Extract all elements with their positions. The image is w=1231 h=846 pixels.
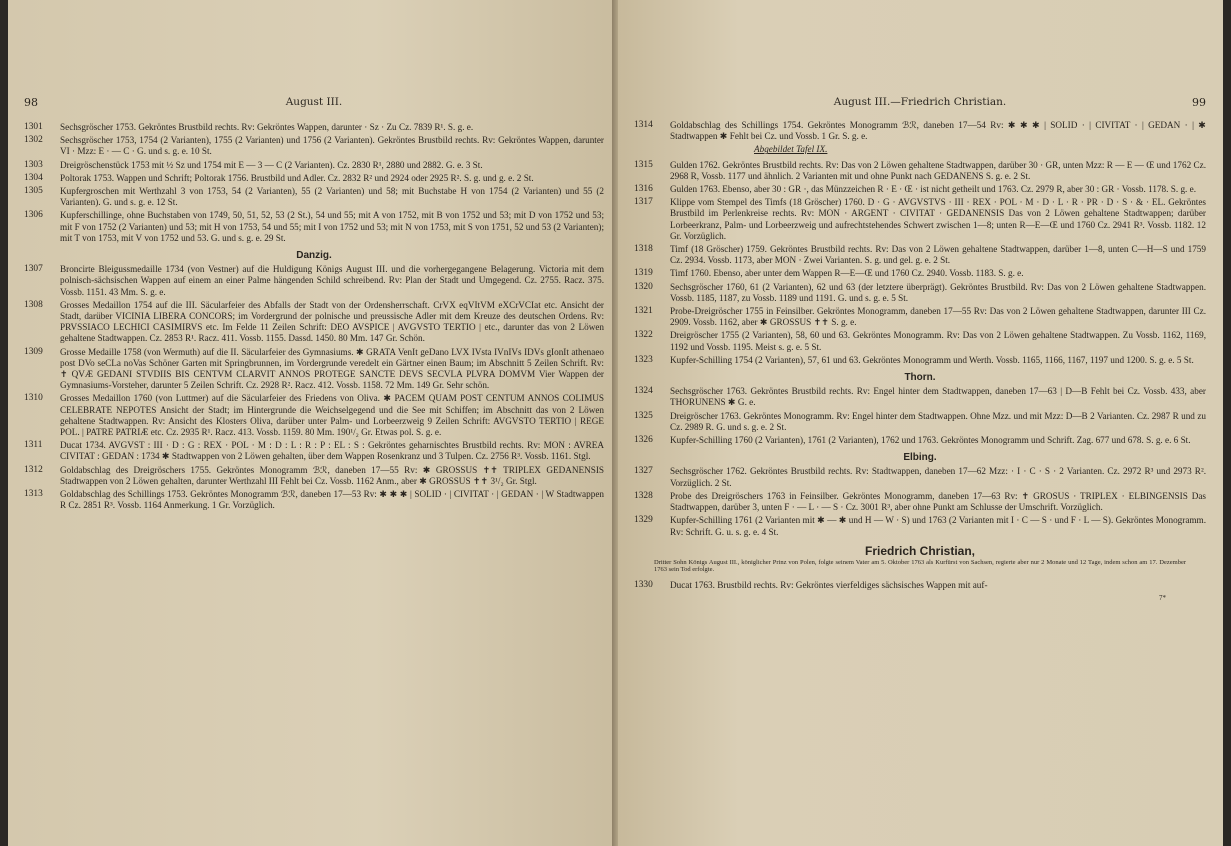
lot-number: 1328 [634,490,653,501]
lot-entry [24,465,604,487]
lot-description: Sechsgröscher 1753, 1754 (2 Varianten), 1755 (2 Varianten) und 1756 (2 Varianten). Gekröntes Brustbild rechts. Rv: Gekröntes Wappen, darunter VI · Mzz: E · — C · G. und s. g. e. 10 St. [60,135,604,157]
lot-number: 1314 [634,120,653,130]
lot-entry [634,355,1206,366]
lot-entry [24,122,604,133]
ruler-note: Dritter Sohn Königs August III., königlicher Prinz von Polen, folgte seinem Vater am 5. Oktober 1763 als Kurfürst von Sachsen, regierte aber nur 2 Monate und 12 Tage, indem schon am 17. Dezember 1763 sein Tod erfolgte. [654,558,1186,574]
lot-description: Dreigröschenstück 1753 mit ½ Sz und 1754 mit E — 3 — C (2 Varianten). Cz. 2830 R¹, 2880 und 2882. G. e. 3 St. [60,159,483,170]
lot-number: 1310 [24,393,43,404]
lot-number: 1313 [24,489,43,500]
lot-description: Timf (18 Gröscher) 1759. Gekröntes Brustbild rechts. Rv: Das von 2 Löwen gehaltene Stadtwappen, darüber 1—8, unten C—H—S und 1759 Cz. 2934. Vossb. 1173, aber MON · Zwei Varianten. S. g. und gel. g. e. 2 St. [670,244,1206,266]
lot-description: Timf 1760. Ebenso, aber unter dem Wappen R—E—Œ und 1760 Cz. 2940. Vossb. 1183. S. g. e. [670,268,1024,279]
lot-entry [24,160,604,171]
left-page [8,0,618,846]
running-head: August III. [285,96,343,108]
lot-number: 1329 [634,515,653,526]
lot-number: 1330 [634,579,653,590]
lot-description: Sechsgröscher 1760, 61 (2 Varianten), 62 und 63 (der letztere überprägt). Gekröntes Brustbild. Rv: Das von 2 Löwen gehaltene Stadtwappen. Vossb. 1185, 1187, zu Vossb. 1189 und 1191. G. und s. g. e. 5 St. [670,281,1206,303]
lot-entry [634,244,1206,266]
lot-description: Goldabschlag des Dreigröschers 1755. Gekröntes Monogramm ℬℛ, daneben 17—55 Rv: ✱ GROSSUS ✝✝ TRIPLEX GEDANENSIS Stadtwappen von 2 Löwen gehalten, darunter Werthzahl III Fehlt bei Cz. Vossb. 1162 Anm., aber ✱ GROSSUS ✝✝ 3¹/₂ Gr. Stgl. [60,464,604,486]
right-page [618,0,1223,846]
lot-number: 1308 [24,299,43,310]
signature-mark: 7* [1159,594,1166,603]
lot-description: Sechsgröscher 1753. Gekröntes Brustbild rechts. Rv: Gekröntes Wappen, darunter · Sz · Zu Cz. 7839 R¹. S. g. e. [60,122,474,132]
lot-entry [634,306,1206,328]
lot-description: Gulden 1762. Gekröntes Brustbild rechts. Rv: Das von 2 Löwen gehaltene Stadtwappen, darüber 30 · GR, unten Mzz: R — E — Œ und 1762 Cz. 2968 R, Vossb. 1177 und ähnlich. 2 Varianten mit und ohne Punkt nach GEDANENS S. g. e. 2 St. [670,159,1206,181]
lot-number: 1327 [634,466,653,477]
lot-description: Goldabschlag des Schillings 1753. Gekröntes Monogramm ℬℛ, daneben 17—53 Rv: ✱ ✱ ✱ | SOLID · | CIVITAT · | GEDAN · | W Stadtwappen R Cz. 2851 R³. Vossb. 1164 Anmerkung. 1 Gr. Vorzüglich. [60,489,604,511]
lot-entry [24,300,604,345]
lot-description: Broncirte Bleigussmedaille 1734 (von Vestner) auf die Huldigung Königs August III. und die vorhergegangene Belagerung. Victoria mit dem polnisch-sächsischen Wappen auf einem an einer Palme hängenden Schild schreibend. Rv: Plan der Stadt und Umgegend. Cz. 2755. Racz. 375. Vossb. 1151. 43 Mm. S. g. e. [60,264,604,297]
plate-caption: Abgebildet Tafel IX. [754,144,828,155]
lot-description: Klippe vom Stempel des Timfs (18 Gröscher) 1760. D · G · AVGVSTVS · III · REX · POL · M · D · L · R · PR · D · S · & · EL. Gekröntes Brustbild im Perlenkreise rechts. Rv: MON · ARGENT · CIVITAT · GEDANENSIS Das von 2 Löwen gehaltene Stadtwappen; darüber Lorbeerkranz, Palm- und Lorbeerzweig und aufrechtstehendes Schwert zwischen 1—8; unten R—E—Œ und 1760 Cz. 2941 R³. Vossb. 1182. 12 Gr. Vorzüglich. [670,197,1206,241]
left-header [24,96,604,109]
lot-number: 1319 [634,268,653,279]
lot-number: 1302 [24,135,43,146]
lot-entry [634,120,1206,142]
page-number: 99 [1192,96,1206,109]
lot-entry [634,466,1206,488]
lot-description: Kupfergroschen mit Werthzahl 3 von 1753, 54 (2 Varianten), 55 (2 Varianten) und 58; mit Buchstabe H von 1754 (2 Varianten) und 55 (2 Varianten). G. und s. g. e. 12 St. [60,186,604,208]
lot-number: 1324 [634,386,653,397]
lot-entry [24,186,604,208]
city-heading: Thorn. [904,372,936,384]
lot-number: 1304 [24,172,43,183]
right-entries [634,120,1206,604]
lot-number: 1316 [634,184,653,195]
lot-entry [24,135,604,157]
lot-number: 1322 [634,330,653,341]
lot-description: Sechsgröscher 1763. Gekröntes Brustbild rechts. Rv: Engel hinter dem Stadtwappen, daneben 17—63 | D—B Fehlt bei Cz. Vossb. 433, aber THORUNENS ✱ G. e. [670,386,1206,408]
lot-entry [24,173,604,184]
lot-entry [634,435,1206,446]
lot-entry [24,440,604,462]
lot-number: 1307 [24,264,43,275]
lot-entry [634,330,1206,352]
lot-number: 1306 [24,210,43,221]
lot-description: Ducat 1763. Brustbild rechts. Rv: Gekröntes vierfeldiges sächsisches Wappen mit auf- [670,579,988,590]
lot-entry [24,393,604,438]
lot-description: Sechsgröscher 1762. Gekröntes Brustbild rechts. Rv: Stadtwappen, daneben 17—62 Mzz: · I · C · S · 2 Varianten. Cz. 2972 R³ und 2973 R². Vorzüglich. 2 St. [670,466,1206,488]
lot-entry [634,386,1206,408]
lot-entry [634,580,1206,591]
lot-description: Dreigröscher 1755 (2 Varianten), 58, 60 und 63. Gekröntes Monogramm. Rv: Das von 2 Löwen gehaltene Stadtwappen. Zu Vossb. 1162, 1169, 1192 und Vossb. 1195. Meist s. g. e. 5 St. [670,330,1206,352]
lot-description: Grosse Medaille 1758 (von Wermuth) auf die II. Säcularfeier des Gymnasiums. ✱ GRATA VenIt geDano LVX IVsta IVnIVs IDVs gIonIt athenaeo post DVo seCLa noVas Schöner Garten mit Springbrunnen, im Vordergrunde veredelt ein Gärtner einen Baum; im Abschnitt 5 Zeilen Schrift. Rv: ✝ QVÆ GEDANI STVDIIS BIS CENTVM CLARVIT ANNOS PROTEGE SANCTE DEVS SECVLA PLVRA DOMVM Vier Wappen der Gymnasiums-Vorsteher, darunter 5 Zeilen Schrift. Cz. 2928 R². Racz. 412. Vossb. 1158. 72 Mm. 149 Gr. Sehr schön. [60,346,604,391]
lot-number: 1317 [634,197,653,208]
lot-description: Kupfer-Schilling 1760 (2 Varianten), 1761 (2 Varianten), 1762 und 1763. Gekröntes Monogramm und Schrift. Zag. 677 und 678. S. g. e. 6 St. [670,435,1191,446]
lot-entry [634,515,1206,537]
lot-entry [634,491,1206,513]
lot-number: 1320 [634,281,653,292]
lot-description: Gulden 1763. Ebenso, aber 30 : GR ·, das Münzzeichen R · E · Œ · ist nicht getheilt und 1763. Cz. 2979 R, aber 30 : GR · Vossb. 1178. S. g. e. [670,184,1196,195]
lot-entry [634,411,1206,433]
left-entries [24,122,604,514]
lot-description: Goldabschlag des Schillings 1754. Gekröntes Monogramm ℬℛ, daneben 17—54 Rv: ✱ ✱ ✱ | SOLID · | CIVITAT · | GEDAN · | ✱ Stadtwappen ✱ Fehlt bei Cz. und Vossb. 1 Gr. S. g. e. [670,120,1206,142]
ruler-heading: Friedrich Christian, [864,543,976,558]
lot-description: Ducat 1734. AVGVST : III · D : G : REX · POL · M : D : L : R : P : EL : S : Gekröntes geharnischtes Brustbild rechts. Rv: MON : AVREA CIVITAT : GEDAN : 1734 ✱ Stadtwappen von 2 Löwen gehalten, über dem Wappen Rosenkranz und 3 Tulpen. Cz. 2756 R³. Vossb. 1161. Stgl. [60,440,604,462]
running-head: August III.—Friedrich Christian. [833,96,1007,108]
lot-entry [24,210,604,244]
lot-description: Grosses Medaillon 1754 auf die III. Säcularfeier des Abfalls der Stadt von der Ordensherrschaft. CrVX eqVItVM eXCrVCIat etc. Ansicht der Stadt, darüber VICINIA LIBERA CONCORS; im Vordergrund der polnische und preussische Adler mit dem Kreuze des deutschen Ordens. Rv: PRVSSIACO LECHICI CASIMIRVS etc. Im Felde 11 Zeilen Schrift: DEO AVSPICE | AVGVSTO TERTIO | etc., darunter das von 2 Löwen gehaltene Stadtwappen. Cz. 2853 R¹. Racz. 411. Vossb. 1155. Dassd. 1450. 80 Mm. 147 Gr. Schön. [60,299,604,344]
city-heading: Danzig. [296,250,332,262]
lot-description: Kupfer-Schilling 1761 (2 Varianten mit ✱ — ✱ und H — W · S) und 1763 (2 Varianten mit I · C — S · und F · L — S). Gekröntes Monogramm. Rv: Schrift. G. u. s. g. e. 4 St. [670,515,1206,537]
lot-number: 1325 [634,410,653,421]
lot-entry [634,160,1206,182]
lot-description: Kupferschillinge, ohne Buchstaben von 1749, 50, 51, 52, 53 (2 St.), 54 und 55; mit A von 1752, mit B von 1752 und 53; mit D von 1752 und 53; mit F von 1752 (2 Varianten) und 53; mit H von 1753, 54 und 55; mit I von 1752 und 53; mit N von 1753, mit S von 1751, 52 und 53 (2 Varianten); mit T von 1753, mit V von 1752 und 53. G. und s. g. e. 29 St. [60,210,604,243]
lot-number: 1318 [634,244,653,255]
lot-number: 1323 [634,354,653,365]
lot-description: Grosses Medaillon 1760 (von Luttmer) auf die Säcularfeier des Friedens von Oliva. ✱ PACEM QUAM POST CENTUM ANNOS COLIMUS CELEBRATE NEPOTES Ansicht der Stadt; im Hintergrunde die Weichselgegend und die See mit Schiffen; im Abschnitt das von 2 Löwen gehaltene Stadtwappen. Rv: Ansicht des Klosters Oliva, darüber unter Palm- und Lorbeerzweig 9 Zeilen Schrift: AVGVSTO TERTIO | REGE POL. | PATRE PATRIÆ etc. Cz. 2935 R¹. Racz. 413. Vossb. 1159. 80 Mm. 190¹/₂ Gr. Etwas pol. S. g. e. [60,393,604,438]
lot-number: 1309 [24,346,43,357]
lot-description: Dreigröscher 1763. Gekröntes Monogramm. Rv: Engel hinter dem Stadtwappen. Ohne Mzz. und mit Mzz: D—B 2 Varianten. Cz. 2987 R und zu Cz. 2989 R. G. und s. g. e. 2 St. [670,410,1206,432]
lot-number: 1315 [634,159,653,170]
lot-entry [634,184,1206,195]
page-number: 98 [24,96,38,109]
lot-number: 1303 [24,159,43,170]
lot-entry [24,264,604,298]
lot-description: Kupfer-Schilling 1754 (2 Varianten), 57, 61 und 63. Gekröntes Monogramm und Werth. Vossb. 1165, 1166, 1167, 1197 und 1200. S. g. e. 5 St. [670,354,1194,365]
lot-entry [634,268,1206,279]
lot-entry [634,197,1206,242]
lot-description: Probe des Dreigröschers 1763 in Feinsilber. Gekröntes Monogramm, daneben 17—63 Rv: ✝ GROSUS · TRIPLEX · ELBINGENSIS Das Stadtwappen, darüber 3, unten F · — L · — S · Cz. 3001 R³, aber ohne Punkt am Schlusse der Umschrift. Vorzüglich. [670,490,1206,513]
lot-description: Poltorak 1753. Wappen und Schrift; Poltorak 1756. Brustbild und Adler. Cz. 2832 R² und 2924 oder 2925 R². S. g. und g. e. 2 St. [60,172,534,183]
lot-number: 1312 [24,464,43,475]
lot-entry [634,282,1206,304]
lot-entry [24,347,604,392]
city-heading: Elbing. [903,452,937,464]
lot-number: 1321 [634,306,653,317]
lot-entry [24,489,604,511]
lot-number: 1301 [24,122,43,132]
lot-number: 1311 [24,440,43,451]
lot-number: 1305 [24,186,43,197]
lot-description: Probe-Dreigröscher 1755 in Feinsilber. Gekröntes Monogramm, daneben 17—55 Rv: Das von 2 Löwen gehaltene Stadtwappen, darunter III Cz. 2909. Vossb. 1162, aber ✱ GROSSUS ✝✝ S. g. e. [670,306,1206,328]
lot-number: 1326 [634,435,653,446]
